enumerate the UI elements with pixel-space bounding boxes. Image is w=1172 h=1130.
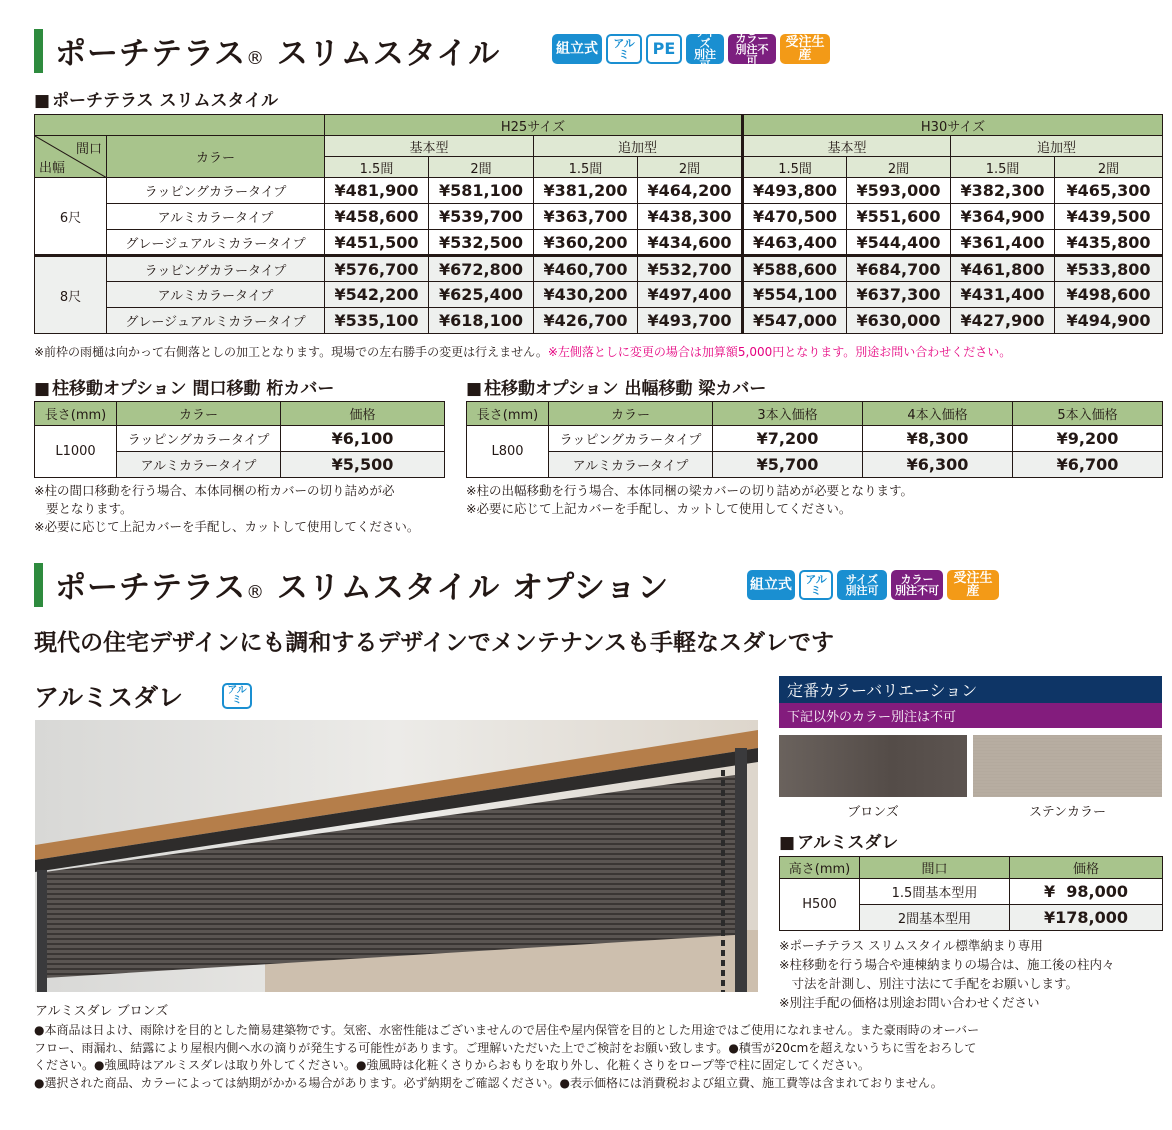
swatch-label-stainless: ステンカラー	[1028, 805, 1107, 820]
header-width: 1.5間	[743, 157, 847, 178]
color-label: グレージュアルミカラータイプ	[107, 308, 325, 334]
price-cell: ¥547,000	[743, 308, 847, 334]
aluminum-sudare-photo	[35, 720, 758, 992]
price-cell: ¥465,300	[1055, 178, 1163, 204]
option-depth-notes: ※柱の出幅移動を行う場合、本体同梱の梁カバーの切り詰めが必要となります。 ※必要に応じて上記カバーを手配し、カットして使用してください。	[466, 483, 913, 516]
depth-label: 6尺	[35, 178, 107, 256]
price-cell: ¥576,700	[325, 256, 429, 282]
price-cell: ¥451,500	[325, 230, 429, 256]
price-cell: ¥581,100	[429, 178, 534, 204]
table-row	[35, 178, 1163, 204]
price-cell: ¥498,600	[1055, 282, 1163, 308]
header-width: 2間	[638, 157, 743, 178]
price-cell: ¥460,700	[534, 256, 638, 282]
section1-badges	[552, 26, 830, 72]
price-cell: ¥532,500	[429, 230, 534, 256]
product-photo	[35, 720, 758, 992]
price-cell: ¥5,700	[713, 452, 863, 478]
table-row	[35, 204, 1163, 230]
badge-made-to-order: 受注生産	[780, 34, 830, 64]
price-cell: ¥588,600	[743, 256, 847, 282]
table-row	[780, 879, 1163, 905]
header-price-3: 3本入価格	[713, 402, 863, 426]
header-price: 価格	[1010, 857, 1163, 879]
price-cell: ¥7,200	[713, 426, 863, 452]
price-cell: ¥672,800	[429, 256, 534, 282]
price-cell: ¥497,400	[638, 282, 743, 308]
header-length: 長さ(mm)	[467, 402, 549, 426]
swatch-bronze	[779, 735, 967, 797]
price-cell: ¥535,100	[325, 308, 429, 334]
color-label: ラッピングカラータイプ	[549, 426, 713, 452]
price-cell: ¥435,800	[1055, 230, 1163, 256]
gutter-note: ※前枠の雨樋は向かって右側落としの加工となります。現場での左右勝手の変更は行えません。※左側落としに変更の場合は加算額5,000円となります。別途お問い合わせください。	[34, 345, 1012, 359]
price-cell: ¥458,600	[325, 204, 429, 230]
color-variation-heading: 定番カラーバリエーション	[779, 676, 1162, 703]
price-cell: ¥542,200	[325, 282, 429, 308]
frontage-label: 1.5間基本型用	[860, 879, 1010, 905]
price-cell: ¥544,400	[847, 230, 951, 256]
depth-label: 8尺	[35, 256, 107, 334]
header-type: 基本型	[325, 136, 534, 157]
header-type: 追加型	[951, 136, 1163, 157]
section1-title	[34, 28, 500, 73]
header-width: 1.5間	[325, 157, 429, 178]
price-cell: ¥533,800	[1055, 256, 1163, 282]
color-label: ラッピングカラータイプ	[107, 178, 325, 204]
color-label: アルミカラータイプ	[549, 452, 713, 478]
price-cell: ¥ 98,000	[1010, 879, 1163, 905]
color-variation-subheading: 下記以外のカラー別注は不可	[779, 703, 1162, 728]
header-width: 2間	[847, 157, 951, 178]
price-cell: ¥6,100	[281, 426, 445, 452]
header-price-5: 5本入価格	[1013, 402, 1163, 426]
price-cell: ¥481,900	[325, 178, 429, 204]
badge-assembly: 組立式	[747, 570, 795, 600]
price-cell: ¥593,000	[847, 178, 951, 204]
header-length: 長さ(mm)	[35, 402, 117, 426]
header-color: カラー	[117, 402, 281, 426]
swatch-stainless	[973, 735, 1162, 797]
registered-mark: ®	[246, 48, 266, 69]
section2-title	[34, 562, 669, 607]
badge-size-custom: サイズ 別注可	[837, 570, 887, 600]
table-row	[35, 256, 1163, 282]
price-cell: ¥470,500	[743, 204, 847, 230]
price-cell: ¥551,600	[847, 204, 951, 230]
height-label: H500	[780, 879, 860, 931]
price-cell: ¥493,800	[743, 178, 847, 204]
table-row	[35, 308, 1163, 334]
price-cell: ¥6,700	[1013, 452, 1163, 478]
color-label: グレージュアルミカラータイプ	[107, 230, 325, 256]
price-cell: ¥427,900	[951, 308, 1055, 334]
header-width: 1.5間	[951, 157, 1055, 178]
header-frontage: 間口	[860, 857, 1010, 879]
price-cell: ¥426,700	[534, 308, 638, 334]
table-row	[35, 282, 1163, 308]
title-accent-bar	[34, 29, 43, 73]
price-cell: ¥684,700	[847, 256, 951, 282]
price-cell: ¥9,200	[1013, 426, 1163, 452]
option-depth-table	[466, 401, 1163, 478]
price-cell: ¥382,300	[951, 178, 1055, 204]
price-cell: ¥554,100	[743, 282, 847, 308]
header-type: 基本型	[743, 136, 951, 157]
option-frontage-notes: ※柱の間口移動を行う場合、本体同梱の桁カバーの切り詰めが必 要となります。 ※必要に応じて上記カバーを手配し、カットして使用してください。	[34, 483, 420, 534]
table-row	[35, 426, 445, 452]
color-label: アルミカラータイプ	[117, 452, 281, 478]
color-label: ラッピングカラータイプ	[117, 426, 281, 452]
frontage-label: 2間基本型用	[860, 905, 1010, 931]
title-rest: スリムスタイル	[265, 36, 501, 72]
sudare-table-heading: ■ アルミスダレ	[779, 828, 898, 853]
header-type: 追加型	[534, 136, 743, 157]
tagline: 現代の住宅デザインにも調和するデザインでメンテナンスも手軽なスダレです	[34, 630, 834, 656]
title-rest: スリムスタイル オプション	[265, 570, 670, 606]
price-cell: ¥364,900	[951, 204, 1055, 230]
header-width: 2間	[429, 157, 534, 178]
price-cell: ¥5,500	[281, 452, 445, 478]
price-cell: ¥532,700	[638, 256, 743, 282]
registered-mark: ®	[246, 582, 266, 603]
header-color: カラー	[549, 402, 713, 426]
title-main: ポーチテラス	[55, 36, 247, 72]
header-height: 高さ(mm)	[780, 857, 860, 879]
length-label: L800	[467, 426, 549, 478]
title-accent-bar	[34, 563, 43, 607]
header-h30: H30サイズ	[743, 115, 1163, 136]
header-color: カラー	[107, 136, 325, 178]
table-row	[467, 426, 1163, 452]
gutter-note-red: ※左側落としに変更の場合は加算額5,000円となります。別途お問い合わせください。	[547, 345, 1012, 359]
table-row	[35, 230, 1163, 256]
price-cell: ¥637,300	[847, 282, 951, 308]
price-cell: ¥178,000	[1010, 905, 1163, 931]
header-h25: H25サイズ	[325, 115, 743, 136]
badge-made-to-order: 受注生産	[947, 570, 999, 600]
header-blank	[35, 115, 325, 136]
header-width: 1.5間	[534, 157, 638, 178]
color-label: アルミカラータイプ	[107, 204, 325, 230]
price-cell: ¥6,300	[863, 452, 1013, 478]
badge-aluminum: アルミ	[606, 34, 642, 64]
price-cell: ¥493,700	[638, 308, 743, 334]
badge-assembly: 組立式	[552, 34, 602, 64]
main-table-heading: ■ ポーチテラス スリムスタイル	[34, 86, 278, 111]
section2-badges	[747, 570, 999, 600]
header-price-4: 4本入価格	[863, 402, 1013, 426]
price-cell: ¥430,200	[534, 282, 638, 308]
price-cell: ¥630,000	[847, 308, 951, 334]
sudare-price-table	[779, 856, 1163, 931]
title-main: ポーチテラス	[55, 570, 247, 606]
product-name: アルミスダレ	[34, 683, 184, 712]
price-cell: ¥8,300	[863, 426, 1013, 452]
option-frontage-table	[34, 401, 445, 478]
color-label: ラッピングカラータイプ	[107, 256, 325, 282]
price-cell: ¥464,200	[638, 178, 743, 204]
sudare-notes: ※ポーチテラス スリムスタイル標準納まり専用 ※柱移動を行う場合や連棟納まりの場合は、施工後の柱内々 寸法を計測し、別注寸法にて手配をお願いします。 ※別注手配の価格は別途お問い合わせください	[779, 938, 1115, 1010]
price-cell: ¥361,400	[951, 230, 1055, 256]
price-cell: ¥434,600	[638, 230, 743, 256]
color-label: アルミカラータイプ	[107, 282, 325, 308]
main-price-table	[34, 114, 1163, 334]
price-cell: ¥360,200	[534, 230, 638, 256]
length-label: L1000	[35, 426, 117, 478]
price-cell: ¥363,700	[534, 204, 638, 230]
swatch-label-bronze: ブロンズ	[847, 805, 899, 820]
price-cell: ¥381,200	[534, 178, 638, 204]
header-price: 価格	[281, 402, 445, 426]
product-badge-aluminum: アルミ	[222, 683, 252, 709]
price-cell: ¥439,500	[1055, 204, 1163, 230]
option-frontage-heading: ■ 柱移動オプション 間口移動 桁カバー	[34, 374, 334, 399]
header-corner: 間口 出幅	[35, 136, 107, 178]
badge-color-no-custom: カラー 別注不可	[728, 34, 776, 64]
price-cell: ¥431,400	[951, 282, 1055, 308]
badge-size-custom: サイズ 別注可	[686, 34, 724, 64]
price-cell: ¥618,100	[429, 308, 534, 334]
price-cell: ¥494,900	[1055, 308, 1163, 334]
footer-notes: ●本商品は日よけ、雨除けを目的とした簡易建築物です。気密、水密性能はございませんので居住や屋内保管を目的とした用途ではご使用になれません。また豪雨時のオーバー フロー、雨漏れ、結露により屋根内側へ水の滴りが発生する可能性があります。ご理解いただいた上でご検討をお願い致します。●積雪が20cmを超えないうちに雪をおろして ください。●強風時はアルミスダレは取り外してください。●強風時は化粧くさりからおもりを取り外し、化粧くさりをロープ等で柱に固定してください。 ●選択された商品、カラーによっては納期がかかる場合があります。必ず納期をご確認ください。●表示価格には消費税および組立費、施工費等は含まれておりません。	[34, 1023, 980, 1090]
price-cell: ¥625,400	[429, 282, 534, 308]
option-depth-heading: ■ 柱移動オプション 出幅移動 梁カバー	[466, 374, 766, 399]
price-cell: ¥539,700	[429, 204, 534, 230]
price-cell: ¥438,300	[638, 204, 743, 230]
photo-caption: アルミスダレ ブロンズ	[35, 1004, 169, 1019]
table-row	[467, 452, 1163, 478]
badge-color-no-custom: カラー 別注不可	[891, 570, 943, 600]
badge-pe: PE	[646, 34, 682, 64]
header-width: 2間	[1055, 157, 1163, 178]
price-cell: ¥463,400	[743, 230, 847, 256]
price-cell: ¥461,800	[951, 256, 1055, 282]
badge-aluminum: アルミ	[799, 570, 833, 600]
